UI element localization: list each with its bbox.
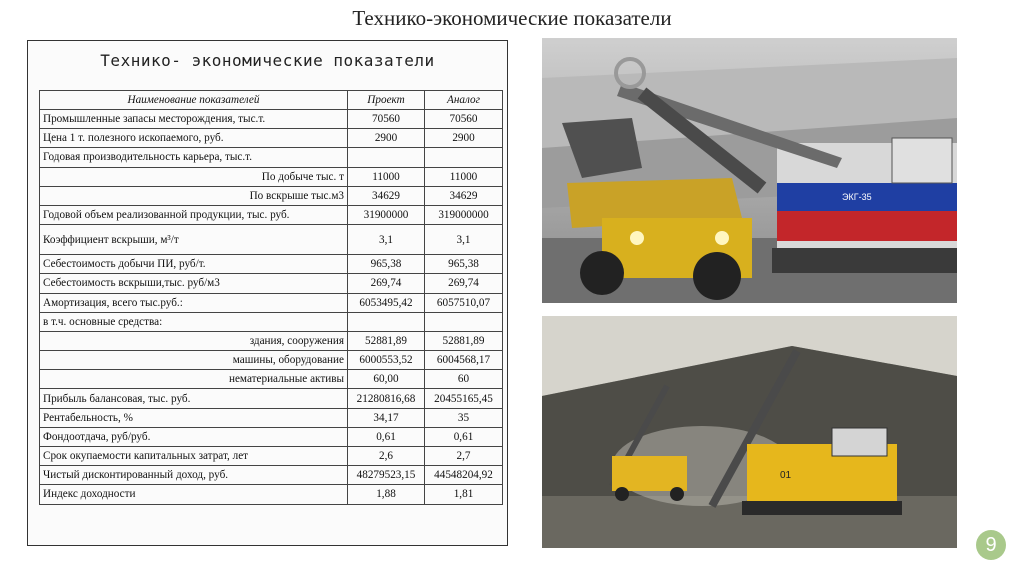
- analog-value-cell: 70560: [425, 110, 503, 129]
- row-name-cell: Чистый дисконтированный доход, руб.: [40, 466, 348, 485]
- table-row: [40, 110, 503, 129]
- table-row: [40, 148, 503, 167]
- project-value-cell: 11000: [348, 167, 425, 186]
- analog-value-cell: 965,38: [425, 255, 503, 274]
- row-name-cell: здания, сооружения: [40, 331, 348, 350]
- analog-value-cell: 35: [425, 408, 503, 427]
- column-header-name: Наименование показателей: [40, 91, 348, 110]
- table-row: [40, 370, 503, 389]
- table-row: [40, 331, 503, 350]
- indicators-table: [39, 90, 503, 505]
- scanned-document: [27, 40, 508, 546]
- analog-value-cell: 20455165,45: [425, 389, 503, 408]
- project-value-cell: 1,88: [348, 485, 425, 504]
- table-row: [40, 225, 503, 255]
- row-name-cell: Амортизация, всего тыс.руб.:: [40, 293, 348, 312]
- project-value-cell: 60,00: [348, 370, 425, 389]
- row-name-cell: Рентабельность, %: [40, 408, 348, 427]
- row-name-cell: По добыче тыс. т: [40, 167, 348, 186]
- drill-number: 01: [780, 470, 792, 481]
- table-row: [40, 293, 503, 312]
- drilling-rigs-photo: [542, 316, 957, 548]
- row-name-cell: Себестоимость добычи ПИ, руб/т.: [40, 255, 348, 274]
- analog-value-cell: 2,7: [425, 447, 503, 466]
- analog-value-cell: 34629: [425, 186, 503, 205]
- row-name-cell: Годовая производительность карьера, тыс.т.: [40, 148, 348, 167]
- analog-value-cell: [425, 312, 503, 331]
- project-value-cell: 52881,89: [348, 331, 425, 350]
- analog-value-cell: 0,61: [425, 427, 503, 446]
- project-value-cell: 21280816,68: [348, 389, 425, 408]
- table-row: [40, 312, 503, 331]
- analog-value-cell: 11000: [425, 167, 503, 186]
- row-name-cell: машины, оборудование: [40, 351, 348, 370]
- slide-title: Технико-экономические показатели: [352, 6, 672, 30]
- column-header-project: Проект: [348, 91, 425, 110]
- project-value-cell: 6000553,52: [348, 351, 425, 370]
- table-row: [40, 167, 503, 186]
- row-name-cell: Индекс доходности: [40, 485, 348, 504]
- project-value-cell: 31900000: [348, 205, 425, 224]
- project-value-cell: 0,61: [348, 427, 425, 446]
- excavator-label: ЭКГ-35: [842, 192, 872, 202]
- excavator-photo: [542, 38, 957, 303]
- row-name-cell: Фондоотдача, руб/руб.: [40, 427, 348, 446]
- row-name-cell: в т.ч. основные средства:: [40, 312, 348, 331]
- analog-value-cell: [425, 148, 503, 167]
- project-value-cell: [348, 312, 425, 331]
- table-row: [40, 274, 503, 293]
- table-row: [40, 129, 503, 148]
- analog-value-cell: 269,74: [425, 274, 503, 293]
- table-row: [40, 186, 503, 205]
- project-value-cell: [348, 148, 425, 167]
- project-value-cell: 6053495,42: [348, 293, 425, 312]
- row-name-cell: нематериальные активы: [40, 370, 348, 389]
- row-name-cell: Промышленные запасы месторождения, тыс.т.: [40, 110, 348, 129]
- table-row: [40, 389, 503, 408]
- row-name-cell: Прибыль балансовая, тыс. руб.: [40, 389, 348, 408]
- column-header-analog: Аналог: [425, 91, 503, 110]
- row-name-cell: Себестоимость вскрыши,тыс. руб/м3: [40, 274, 348, 293]
- analog-value-cell: 319000000: [425, 205, 503, 224]
- analog-value-cell: 6057510,07: [425, 293, 503, 312]
- row-name-cell: Цена 1 т. полезного ископаемого, руб.: [40, 129, 348, 148]
- analog-value-cell: 52881,89: [425, 331, 503, 350]
- table-row: [40, 255, 503, 274]
- table-row: [40, 485, 503, 504]
- analog-value-cell: 6004568,17: [425, 351, 503, 370]
- page-number-badge: 9: [976, 530, 1006, 560]
- document-title: Технико- экономические показатели: [100, 51, 435, 70]
- project-value-cell: 48279523,15: [348, 466, 425, 485]
- table-row: [40, 427, 503, 446]
- project-value-cell: 3,1: [348, 225, 425, 255]
- table-row: [40, 447, 503, 466]
- project-value-cell: 70560: [348, 110, 425, 129]
- row-name-cell: Срок окупаемости капитальных затрат, лет: [40, 447, 348, 466]
- table-row: [40, 351, 503, 370]
- analog-value-cell: 2900: [425, 129, 503, 148]
- analog-value-cell: 3,1: [425, 225, 503, 255]
- row-name-cell: По вскрыше тыс.м3: [40, 186, 348, 205]
- project-value-cell: 34,17: [348, 408, 425, 427]
- table-row: [40, 408, 503, 427]
- project-value-cell: 34629: [348, 186, 425, 205]
- analog-value-cell: 44548204,92: [425, 466, 503, 485]
- analog-value-cell: 1,81: [425, 485, 503, 504]
- analog-value-cell: 60: [425, 370, 503, 389]
- project-value-cell: 2900: [348, 129, 425, 148]
- project-value-cell: 965,38: [348, 255, 425, 274]
- table-row: [40, 466, 503, 485]
- project-value-cell: 2,6: [348, 447, 425, 466]
- row-name-cell: Годовой объем реализованной продукции, тыс. руб.: [40, 205, 348, 224]
- project-value-cell: 269,74: [348, 274, 425, 293]
- row-name-cell: Коэффициент вскрыши, м³/т: [40, 225, 348, 255]
- table-row: [40, 205, 503, 224]
